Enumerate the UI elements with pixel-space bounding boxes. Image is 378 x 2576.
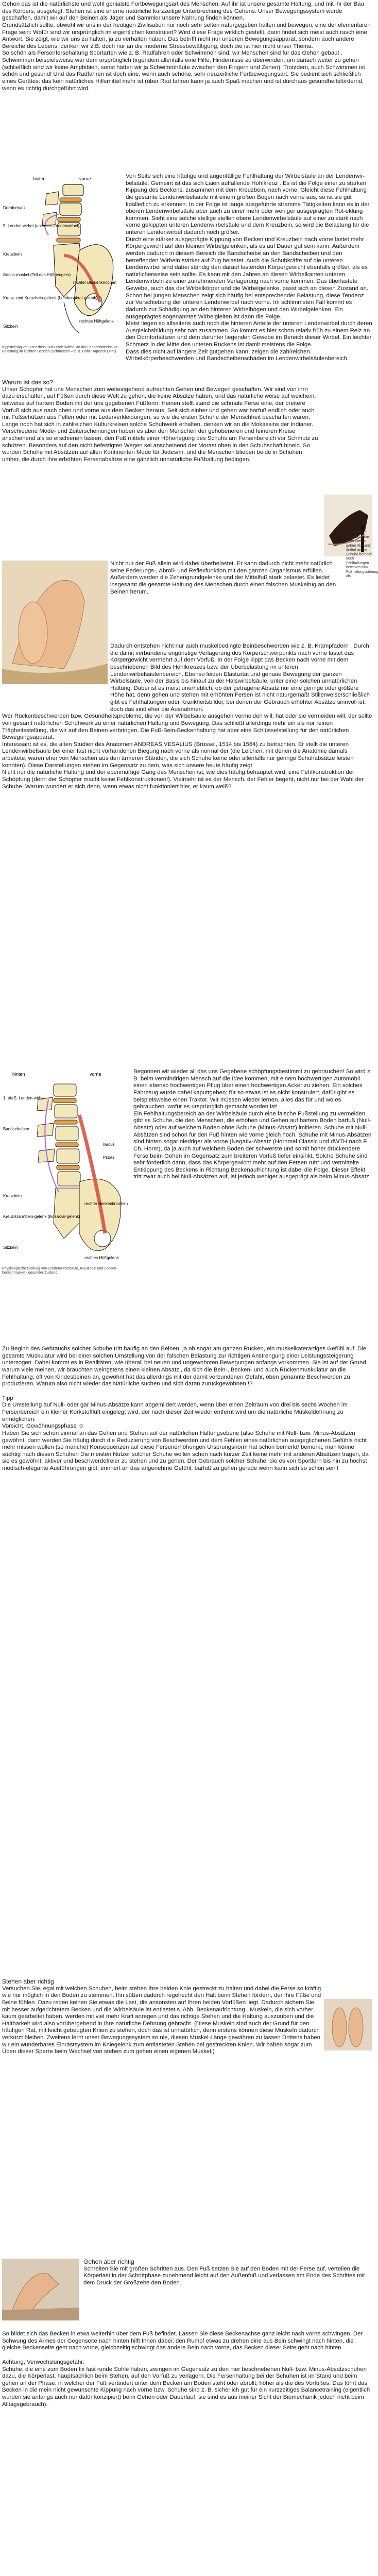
fig1-label-beckenknochen: rechter Beckenknochen — [73, 280, 117, 285]
fig1-label-vorne: vorne — [79, 176, 91, 181]
fig2-label-hueftgelenk: rechtes Hüftgelenk — [84, 1256, 119, 1260]
section-warum-paragraph-2: Verschiedene Mode- und Zeiterscheinungen haben es aber den Menschen der gehobeneren und feineren Kreise anscheinend als so erschienen lassen, den Fuß mittels einer Höherlegung des Schuhs am Fersenbereich vor Schmutz zu schützen. Besonders auf den nicht befestigten Wegen sei anscheinend der Morast oben in den Schuhschaft hinein. So wurden Schuhe mit Absätzen auf allen Kontinenten Mode für Jedes/m, und die Menschen blieben beide in Schuhen umher, die durch ihre erhöhten Fersenabsätze eine gänzlich unnatürliche Fußhaltung bedingen. — [2, 428, 318, 463]
intro-paragraph-6: Meist liegen so allseitens auch noch die hinteren Anteile der unteren Lendenwirbel durch deren Ausgleichsbildung sehr nah zusammen. So kommt es hier schon relativ früh zu einem Reiz an den Dornfortsätzen und dem darunter liegenden Gewebe im Bereich dieser Wirbel. Ein leichter Schmerz in der Mitte des unteren Rückens ist damit meistens die Folge. — [126, 320, 372, 348]
fig2-label-kreuzdarmbein: Kreuz-Darmbein-gelenk (Iliosakral-gelenk) — [3, 1214, 80, 1219]
section-3-right — [133, 1069, 372, 1181]
fig2-label-beckenknochen: rechter Beckenknochen — [84, 1201, 128, 1206]
walking-photo — [2, 2259, 79, 2320]
tipp-paragraph-1: Tipp Die Umstellung auf Null- oder gar Minus-Absätze kann abgemildert werden, wenn über einen Zeitraum von drei bis sechs Wochen im Fersenbereich ein kleiner Korkstufflüft eingelegt wird, der nach dieser Zeit wieder entfernt wird um die natürliche Muskeldehnung zu ermöglichen. — [2, 1395, 348, 1422]
section-stehen-heading: Stehen aber richtig — [2, 1978, 54, 1985]
section-warum-heading: Warum ist das so? — [2, 379, 53, 386]
fig1-label-sitzbein: Sitzbein — [3, 324, 18, 329]
fig2-label-hinten: hinten — [12, 1072, 25, 1077]
pelvis-tilted-illustration — [2, 173, 123, 343]
tipp-paragraph-2: Vorsicht, Gewöhnungsphase ☺ — [2, 1423, 84, 1430]
section-gehen-paragraph-2: So bildet sich das Becken in etwa weiterhin über dem Fuß befindet. Lassen Sie diese Beckenachse ganz leicht nach vorne schwingen. Der Schwung des Armes der Gegenseite nach hinten hilft Ihnen dabei; den Rumpf etwas zu drehen eine aus Bein schwingt nach hinten, die gleiche Beckenseite geht nach vorne, gleichzeitig schwingt das andere Bein nach vorne, das Becken dieser Seite geht nach hinten. — [2, 2331, 363, 2351]
standing-feet-photo — [324, 1999, 372, 2050]
figure-standing-feet — [324, 1999, 372, 2053]
fig1-label-hinten: hinten — [33, 176, 46, 181]
intro-paragraph-7: Dass dies nicht auf längere Zeit gutgehen kann, zeigen die zahlreichen Wirbelkörperbeschwerden und Bandscheibenschäden im Lendenwirbelsäulenbereich. — [126, 348, 349, 362]
intro-block — [2, 1, 372, 92]
intro-paragraph-3: So schön als Fersenfersehaltung Sportarten wie z. B. Radfahren oder Schwimmen sind: wir Menschen sind für das Gehen gebaut . Schwimmen beispielsweise war dem ursprünglich (irgendein allenfalls eine Hilfe; Hindernisse zu überwinden; um danach weiter zu gehen (schließlich sind wir keine Amphibien, sonst hätten wir ja Schwimmhäute zwischen den Fingern und Zehen). Trotzdem, auch Schwimmen ist schön und gesund! Und das Radfahren ist doch eine, wenn auch schöne, sehr neuzeitliche Fortbewegungsart. Sie bedient sich schließlich eines Gerätes: das kein natürliches Hilfsmittel mehr ist (über Rad fahren kann ja auch Spaß machen und ist durchaus gesundheitsfördernd, wenn es richtig durchgeführt wird. — [2, 50, 365, 92]
section-stehen — [2, 1978, 321, 2056]
section-warum-paragraph-1: Unser Schopfer hat uns Menschen zum weitestgehend aufrechten Gehen und Bewegen geschaffen. Wir sind von ihrn dazu erschaffen, auf Füßen durch diese Welt zu gehen, die keine Absätze haben, und das natürliche weise auf weichem, teilweise auf hartem Boden mit der uns gegebenen Fußform: Heinen stellt stand die schmale Ferse eine, der breitere Vorfuß sich aus nach oben und vorne aus dem Becken heraus. Seit sich einher und gehen war barfuß endlich oder auch mit Fußschützen aus Fellen oder mit Lederverkleidungen, so wie die ersten Schuhe der Menschheit beschaffen waren. Lange noch hat sich in zahlreichen Kulturkreisen solche Schuhwerk erhalten, denken wir an die Mokassins der Indianer. — [2, 386, 316, 428]
section-gehen-2 — [2, 2331, 372, 2408]
section-warum — [2, 379, 321, 464]
section-3-paragraph-3: Ein Fehlhaltungsbereich an der Wirbelsäule durch eine falsche Fußstellung zu vermeiden, gibt es Schuhe, die den Menschen, die erhöhen und Gehen auf hartem Boden barfuß (Null-Absatz) oder auf weichem Boden ohne Schuhe (Minus-Absatz) imitieren. Schuhe mit Null-Absätzen sind schon für den Fuß hinten wie vorne gleich hoch. Schuhe mit Minus-Absätzen sind hinten sogar niedriger als vorne (Negativ-Absatz (Hornmel Classic und dWTH nach F. Ch. Horm), da ja auch auf weichem Boden der schwerste und somit höher drückendere Ferse beim Gehen im Gegensatz zum breiteren Vorfuß tiefer einsinkt. Solche Schuhe sind sehr förderlich dann, dass das Körpergewicht mehr auf den Fersen ruht und vermittelte Entkippung des Beckens in Richtung Beckenaufrichtung ist dabei die Folge. Dieser Effekt tritt zwar auch bei Null-Absätzen auf, ist jedoch weniger ausgeprägt als beim Minus-Absatz. — [133, 1110, 372, 1180]
intro-paragraph-2: Grundsätzlich sollte, obwohl wir uns in der heutigen Zivilisation nur noch sehr selten naturgegeben halten und bewegen, eine der elementaren Frage sein: Wofür sind wir ursprünglich im eigentlichen konstruiert? Wird diese Frage wirklich gestellt, dann findet sich meist auch rasch eine Antwort. Sie zeigt, wie wir uns zu halten, ja zu verhalten haben. Das betrifft nicht nur unseren Bewegungsapparat, sondern auch andere Bereiche des Lebens, denken wir z.B. doch nur an die moderne Stressbewältigung, doch die ist hier nicht unser Thema. — [2, 22, 371, 49]
section-stehen-paragraph-1: Versuchen Sie, egal mit welchen Schuhen, beim stehen Ihre beiden Knie gestreckt zu halten und dabei die Ferse so kräftig wie nur möglich in den Boden zu stemmen. Ihn süßen dadurch regelrecht den Halt beim Stehen fördern, der Ihre Füße und Beine fühlen. Dazu reden keinen Sie etwas die Last, die ansonsten auf Ihren beiden Vorfüßen liegt. Dadurch sichern Sie mit besser aufgerichtetem Becken und die Wirbelsäule ist entlastet s. Abb. Beckenaufrichtung . Muskeln, die sich vorher kaum gearbeitet haben, werden mit viel mehr Kraft anregen und das richtige Stehen und die Haltung auszuüben und die Haltbarkeit wird also vorübergehend in Ihre natürliche Dehnung gebracht. (Diese Muskeln sind auch der Grund für den häufigen Rat, mit leicht gebeugten Knien zu stehen, doch das ist unnatürlich, denn erstens können diese Muskeln dadurch verkürzt bleiben. Zweitens lernt unser Bewegungssystem so nie, diesen Muskel-Länge gewähren zu lassen Drittens haben wir ein wunderbares Einrastsystem im Kniegelenk zum entlasteten Stehen bei gestreckten Knien. Wir haben sogar zum Üben dieser Sperre beim Wechsel von stehen zum gehen einen eigenen Muskel.) — [2, 1985, 321, 2055]
intro-block-2 — [126, 173, 372, 363]
fig2-label-kreuzbein: Kreuzbein — [3, 1194, 22, 1198]
fig2-label-bandscheiben: Bandscheiben — [3, 1127, 29, 1131]
fig2-caption: Physiologische Stellung von Lendenwirbelsäule, Kreuzbein und Lenden-beckenmuskel - gesunder Zustand — [2, 1266, 118, 1275]
fig1-label-kreuzbein: Kreuzbein — [3, 252, 22, 257]
figure-pelvis-normal — [2, 1069, 131, 1290]
pelvis-normal-illustration — [2, 1069, 131, 1264]
fig2-label-sitzbein: Sitzbein — [3, 1245, 18, 1250]
section-warum-paragraph-3: Nicht nur der Fuß allein wird dabei überbelastet. Er kann dadurch nicht mehr natürlich seine Federungs-, Abroll- und Reflexfunktion mit den ganzen Organismus erfüllen. Außerdem werden die Zehengrundgelenke und der Mittelfuß stark belastet. Es leidet insgesamt die gesamte Haltung des Menschen durch einen falschen Muskeltug an den Beinen herum. — [110, 561, 336, 595]
fig1-caption: Kippstellung von Kreuzbein und Lendenwirbel an der Lendenwirbelsäule; Belastung im leichten Bereich (Schmerzen – z. B. Hohl-Trapezen (TPT) — [2, 345, 119, 353]
section-warum-paragraph-5: Wer Rückenbeschwerden bzw. Gesundheitsprobleme, die von der Wirbelsäule ausgehen vermeiden will, hat oder sie vermeiden will, der sollte von gesamt natürlichen Schuhwerk zu einer natürlichen Haltung und Bewegung. Das schließt allerdings mehr ein als nur reinen Trägheitsstellung, die wir auf den Beinen verbringen. Die Fuß-Bein-Beckenhaltung hat aber eine Schlüsselstellung für den natürlichen Bewegungsapparat. — [2, 713, 372, 741]
section-gehen-paragraph-1: Schreiten Sie mit großen Schritten aus. Den Fuß setzen Sie auf den Boden mit der Ferse auf, verteilen die Körperlast in der Schrittphase zunehmend leicht auf den Außenfuß und verlassen am Ende des Schrittes mit dem Druck der Großzehe den Boden. — [83, 2265, 365, 2286]
fig1-label-hueftgelenk: rechtes Hüftgelenk — [79, 319, 114, 324]
figure-absatzschuh-caption-box — [346, 531, 378, 579]
section-gehen — [83, 2259, 372, 2287]
tipp-paragraph-3: Haben Sie sich schon einmal an das Gehen und Stehen auf der natürlichen Haltungsebene (also Schuhe mit Null- bzw. Minus-Absätzen gewöhnt, dann werden Sie häufig durch die Reduzierung von Beschwerden und dem Fehlen eines natürlichen ausgeglichenen Gefühls nicht mehr missen wollen (so manche) Konsequenzen auf diese Fersenerhöhungen Ursprungsnorm hat schon bemerkt/ bemerkt, man könne süchtig nach diesen Schuhen Die meisten Nutzer solcher Schuhe wollen schon nach kurzer Zeit keine mehr mit anderen Absätzen tragen, da sie es gewöhnt, aktiver und beschwerdefreier zu stehen und zu gehen. Der Gebrauch solcher Schuhe, die es von Sportlern bis hin zu höchst modisch-elegante Ausführungen gibt, erinnert an das angenehme Gefühl, barfuß zu gehen gerade wenn kann sich so schön sein! — [2, 1430, 369, 1471]
figure-walking — [2, 2259, 79, 2323]
section-warum-3 — [2, 643, 372, 790]
intro-paragraph-4: Von Seite sich eine häufige und augenfällige Fehlhaltung der Wirbelsäule an der Lendenwir-belsäule. Gemeint ist das sich Laien auffallende Hohlkreuz . Es ist die Folge einer zu starken Kippung des Beckens, zusammen mit dem Kreuzbein, nach vorne. Gleicht diese Fehlhaltung die gesamte Lendenwirbelsäule mit einem großen Bogen nach vorne aus, so ist sie gut koällerlich zu erkennen. In der Folge ist lange ausgeführte stramme Tätigkeiten kann es in der oberen Lendenwirbelsäule aber auch zu einer mehr oder weniger ausgeprägten Rot-eklung kommen. Sieht eine solche stellige stellen obere Lendenwirbelsäule auf einer zu stark nach vorne gekippten unteren Lendenwirbelsäule und dem Kreuzbein, so wird die Belastung für die unteren Lendenwirbel dadurch noch größer. — [126, 173, 370, 235]
fig1-label-iliacus: Iliacus-muskel (Teil des Hüftbeugers) — [3, 273, 71, 277]
section-warum-2 — [110, 561, 345, 596]
section-3-bottom — [2, 1346, 372, 1472]
intro-paragraph-5: Durch eine stärker ausgeprägte Kippung von Becken und Kreuzbein nach vorne lastet mehr Körpergewicht auf den kleinen Wirbelgelenken, als es auf Dauer gut sein kann. Außerdem werden dadurch in diesem Bereich die Bandscheibe an den Bandscheiben und den betreffenden Wirbeln stärker auf Zug belastet. Auch die Schubkräfte auf die unteren Lendenwirbel sind dabei ständig den darauf lastenden Körpergewicht ebenfalls größer, als es natürlicherweise sein sollte. Es kann mit den Jahren an diesen Wirbelkanten unteren Lendenwirbeln zu einer zunehmenden Verlagerung nach vorne kommen. Das überlastete Gewebe, auch das der Wirbelkörper und die Wirbelgelenke, passt sich an diesen Zustand an. Schon bei jungen Menschen zeigt sich häufig bei entsprechender Belastung, diese Tendenz zur Verschiebung der unteren Lendenwirbel nach vorne. Im schlimmsten Fall kommt es dadurch zur Schädigung an den hinteren Wirbelbögen und den Wirbelgelenken. Ein ausgeprägtes sogenanntes Wirbelgleiten ist dann die Folge. — [126, 236, 369, 320]
fig1-label-dornfortsatz: Dornfortsatz — [3, 206, 26, 210]
fig2-label-lendenwirbel: 1. bis 5. Lenden-wirbel — [3, 1096, 45, 1100]
intro-paragraph-1: Gehen das ist die natürlichste und wohl genialste Fortbewegungsart des Menschen. Auf ihr ist unsere gesamte Haltung, und mit ihr der Bau des Körpers, ausgelegt. Stehen ist eine eherne natürliche kurzzeitige Unterbrechung des Gehens. Unser Bewegungssystem wurde geschaffen, damit wir auf den Beinen als Jäger und Sammler unsere Nahrung finden können. — [2, 1, 364, 22]
section-gehen-paragraph-4: Schuhe, die eine zum Boden fix fast runde Sohle haben, zwingen im Gegensatz zu den hier beschriebenen Null- bzw. Minus-Absatzschuhen dazu, die Körperlast, hauptsächlich beim Stehen, auf den Vorfuß zu verlagern. Die Fersenhaltung bei der Schuhen ist im Stand und beim gehen an der Phase, in welcher der Fuß verändert unter dem Becken am Boden steht oder abrollt, höher als die des Vorfußes. Das führt das Becken in die mein nicht gewünschte Kippung nach vorne bzw. Schuhe sind z. B. sicherlich gut für ein kurzzeitiges Balancetraining (eigentlich wurden sie anfangs auch nur dafür konzipiert) beim Gehen oder Dauerlauf, sie sind es aus meiner Sicht der Biomechanik jedoch nicht beim Alltagsgebrauch). — [2, 2366, 370, 2408]
section-warum-paragraph-6: Interessant ist es, die alten Studien des Anatomen ANDREAS VESALIUS (Brüssel, 1514 bis 1564) zu betrachten. Er stellt die unteren Lendenwirbelsäule bei einer fast nicht vorhandenen Biegung nach vorne als normal der (die Leichen, mit denen die Anatomie damals arbeitete, waren eher von Menschen aus den ärmeren Ständen, die sich Schuhe keine oder allenfalls nur geringe Schuhabsätze leisten konnten). Diese Darstellungen stehen im Gegensatz zu dem, was sich unsere heute häufig zeigt. — [2, 741, 354, 769]
fig2-label-psoas: Psoas — [103, 1155, 115, 1160]
figure-absatzschuh-caption: In Schuh der Absatzschuhe, mehr Gehen gehen Abstand ändert an den Schuhe bereiten auch Fehlhaltungen bewirken bzw. Fußhaltungsstörung als — [346, 531, 378, 578]
fig2-label-iliacus: Iliacus — [103, 1142, 115, 1147]
section-3-paragraph-4: Zu Beginn des Gebrauchs solcher Schuhe tritt häufig an den Beinen, ja ob sogar am ganzen Rücken, ein muskelkaterartiges Gefühl auf. Die gesamte Muskulatur wird bei einer solchen Umstellung von der falschen Belastung zur richtigen Anstrengung einer Leistungssteigerung unterzogen. Dabei kommt es in Realitäten, wie überall bei neuen und ungewohnten Bewegungen anfangs vorkommen. Sie ist auf der Grund, warum viele meinen, wir bräuchten weingstens einen kleinen Absatz , da sich die Bein-, Becken- und auch Rückenmuskulatur an die Fehlhaltung, oft von Kindesbeinen an, gewöhnt hat das allerdings mit der damit verbundenen Gefahr, oben genannte Beschwerden zu produzieren. Warum also nicht wieder das Natürliche suchen und sich daran zurückgewöhnen !? — [2, 1346, 368, 1387]
section-3-paragraph-2: Begonnen wir wieder all das uns Gegebene schöpfungsbestimmt zu gebrauchen! So wird z. B. beim vermindrigen Mensch auf die Idee kommen, mit einem hochwertigen Automobil einen ebenso hochwertigen Pflug über einen hochwertigen Acker zu ziehen. Ein solches Fahrzeug würde dabei kaputtgehen; für so etwas ist es nicht konstruiert, dafür gibt es beispielsweise einen Traktor. Wir müssen wieder lernen, alles das für und wo es gebrauchen, wofür es ursprünglich gemacht worden ist! — [133, 1069, 372, 1110]
fig1-label-lendenwirbel: 5. Lenden-wirbel (unterster Lendenwirbel) — [3, 224, 80, 228]
figure-pelvis-tilted — [2, 173, 123, 359]
fig2-label-vorne: vorne — [90, 1072, 101, 1077]
section-warum-paragraph-4: Dadurch entstehen nicht nur auch muskelbedingte Beinbeschwerden wie z. B. Krampfadern . Durch die damit verbundene ungünstige Verlagerung des Körperschwerpunkts nach vorne lastet das Körpergewicht vermehrt auf dem Vorfuß. In der Folge kippt das Becken nach vorne mit dem beschriebenen Bild des Hohlkreuzes bzw. der Überbelastung im unteren Lendenwirbelsäulenbereich. Ebenso leiden Elastizität und genaue Bewegung der ganzen Wirbelsäule, von der Basis bis hinauf zu der Halswirbelsäule, unter einer solchen unnatürlichen Haltung. Dabei ist es meist unerheblich, ob der getragene Absatz nur eine geringe oder größere Höhe hat, denn gehen und stehen mit erhöhten Fersen ist nicht naturgemäß! Stillerweise/schließlich gibt es Fehlhaltungen oder Krankheitsbilder, bei denen der Gebrauch erhöhter Absätze sinnvoll ist, doch das sind eher die Ausnahmen. — [110, 643, 370, 713]
section-warum-paragraph-7: Nicht nur die natürliche Haltung und der ebenmäßige Gang des Menschen ist, wie dies häufig behauptet wird, eine Fehlkonstruktion der Schöpfung (denn der Schöpfer macht keine Fehlkonstruktionen!). Vielmehr ist es der Mensch, der Fehler begeht, nicht nur bei der Wahl der Schuhe. Warum wundert er sich denn, wenn etwas nicht funktioniert hier, er kaum weiß? — [2, 769, 364, 790]
section-gehen-heading: Gehen aber richtig — [83, 2258, 134, 2265]
section-gehen-paragraph-3: Achtung, Verwechslungsgefahr: — [2, 2359, 85, 2365]
fig1-label-kreuzgelenk: Kreuz- und Kreuzbein-gelenk (Lumbosakral-gelenk) — [3, 296, 98, 300]
